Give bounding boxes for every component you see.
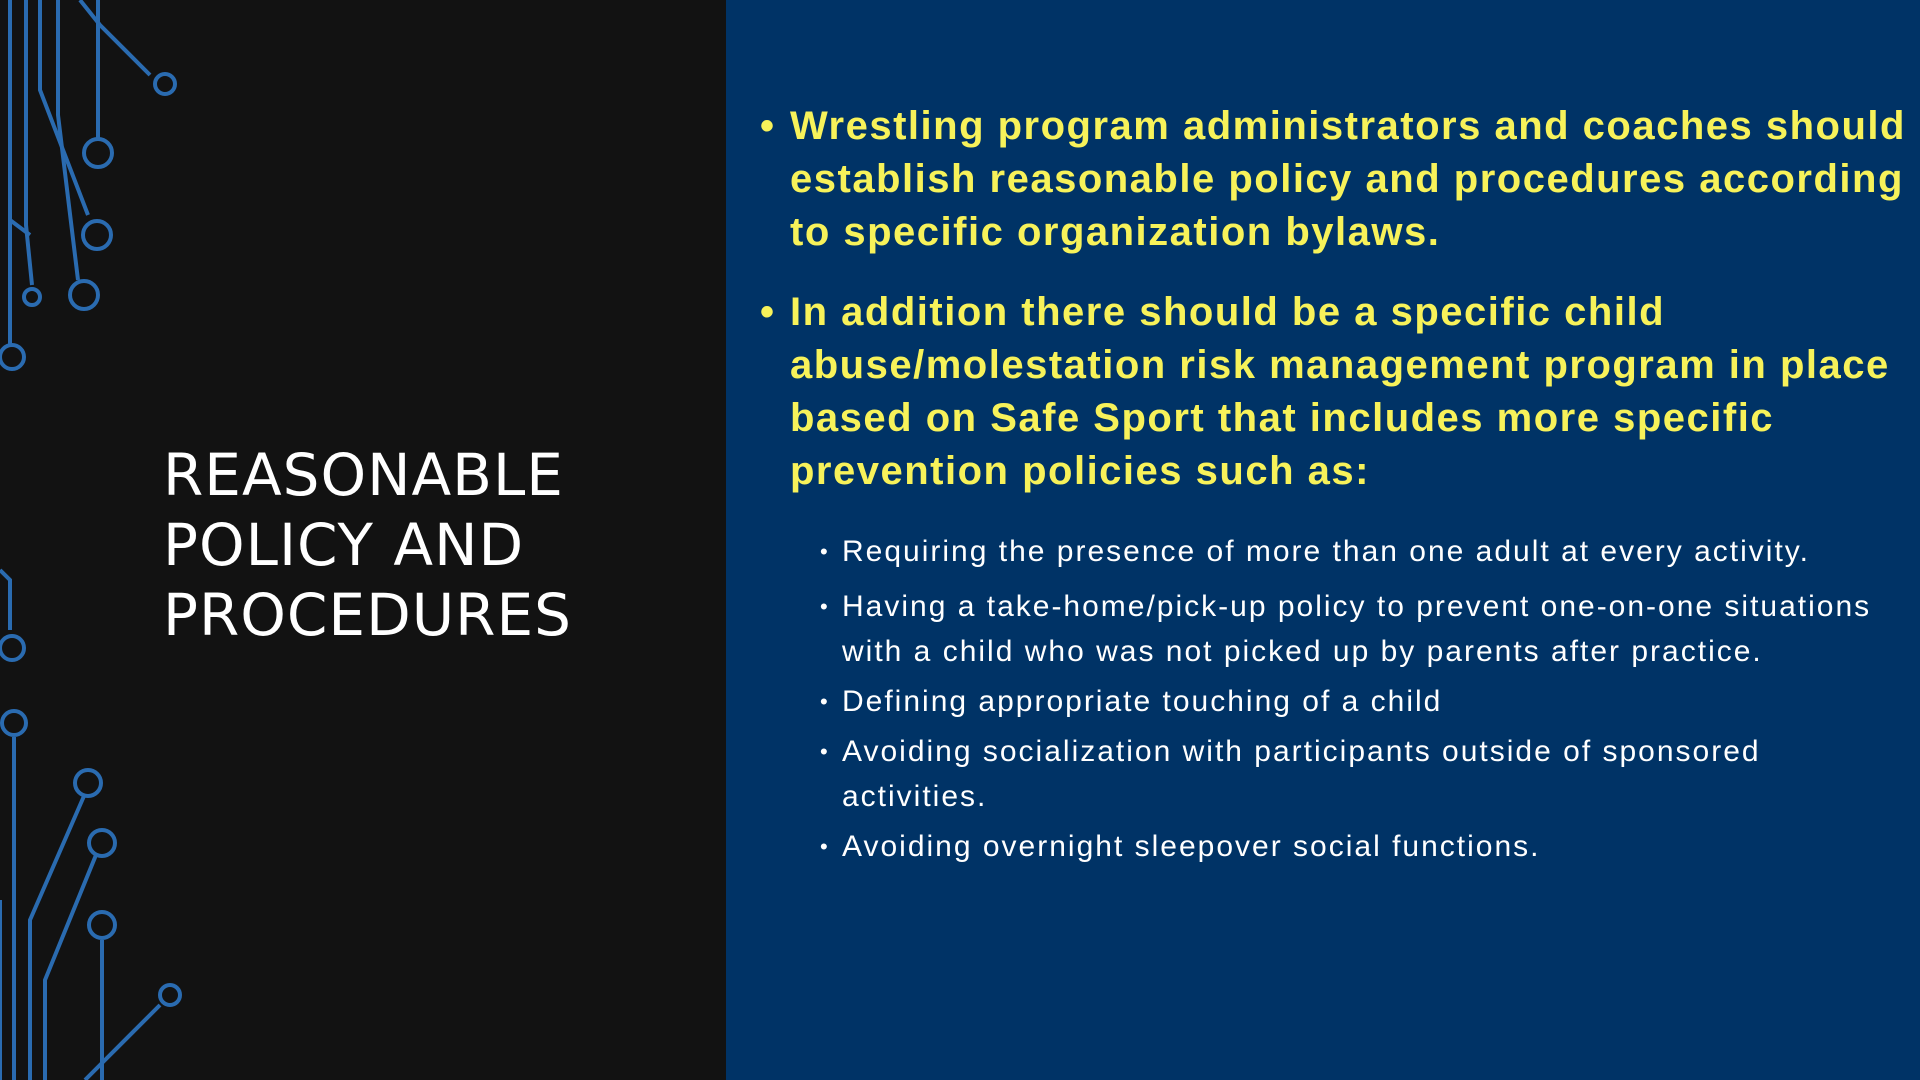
bullet-content (760, 100, 1910, 874)
sub-point-4 (820, 729, 1910, 819)
slide-title (163, 440, 683, 650)
title-line-3: PROCEDURES (163, 581, 572, 649)
sub-point-text: Requiring the presence of more than one adult at every activity. (842, 535, 1810, 568)
bullet-icon: • (760, 104, 776, 148)
main-point-text: Wrestling program administrators and coaches should establish reasonable policy and procedures according to specific organization bylaws. (790, 104, 1906, 254)
bullet-icon: • (760, 290, 776, 334)
left-panel (0, 0, 726, 1080)
sub-point-1 (820, 525, 1910, 579)
bullet-icon: • (820, 739, 830, 764)
sub-point-5 (820, 824, 1910, 869)
title-line-2: POLICY AND (163, 511, 525, 579)
sub-point-text: Avoiding socialization with participants outside of sponsored activities. (842, 735, 1761, 813)
bullet-icon: • (820, 834, 830, 859)
sub-point-3 (820, 679, 1910, 724)
main-point-1 (760, 100, 1910, 259)
main-point-text: In addition there should be a specific child abuse/molestation risk management program in place based on Safe Sport that includes more specific prevention policies such as: (790, 290, 1890, 493)
bullet-icon: • (820, 539, 830, 564)
sub-point-text: Defining appropriate touching of a child (842, 685, 1443, 718)
sub-point-text: Avoiding overnight sleepover social functions. (842, 830, 1541, 863)
title-line-1: REASONABLE (163, 441, 564, 509)
bullet-icon: • (820, 689, 830, 714)
sub-point-text: Having a take-home/pick-up policy to prevent one-on-one situations with a child who was not picked up by parents after practice. (842, 590, 1872, 668)
sub-point-2 (820, 584, 1910, 674)
main-point-2 (760, 286, 1910, 498)
right-panel (726, 0, 1920, 1080)
sub-point-list (760, 525, 1910, 869)
bullet-icon: • (820, 594, 830, 619)
